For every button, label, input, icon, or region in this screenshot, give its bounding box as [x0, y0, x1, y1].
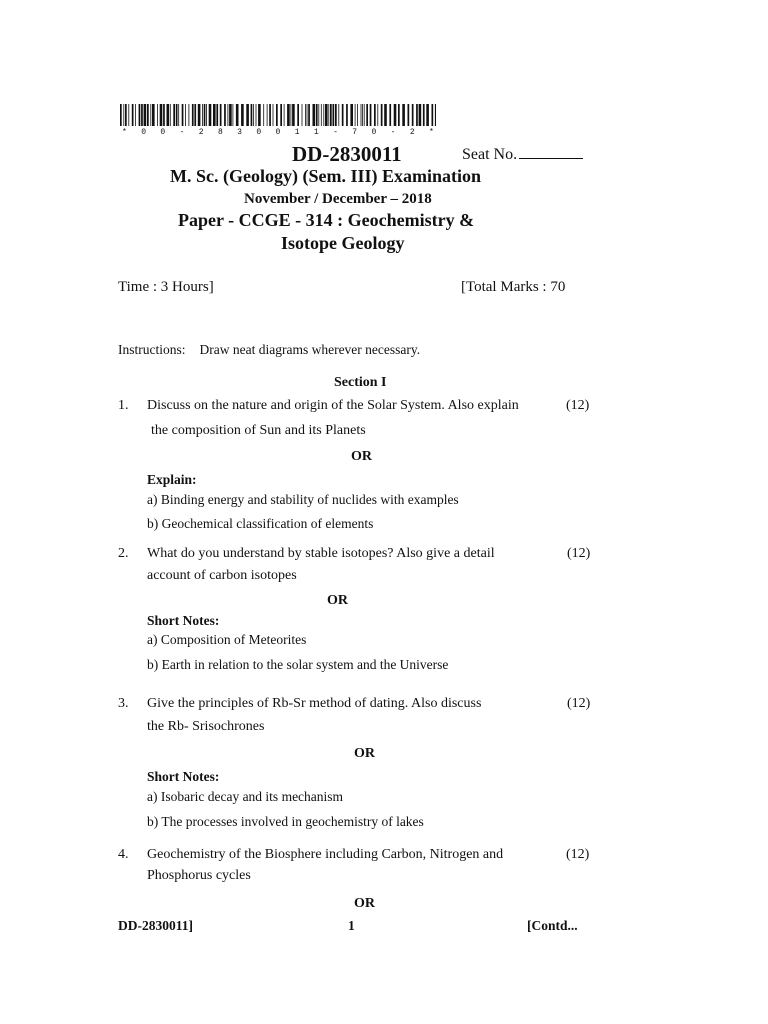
barcode-bar — [325, 104, 328, 126]
barcode-bar — [292, 104, 295, 126]
barcode-bar — [173, 104, 175, 126]
barcode-bar — [355, 104, 356, 126]
barcode-bar — [291, 104, 292, 126]
barcode-bar — [287, 104, 290, 126]
barcode-bar — [182, 104, 184, 126]
section-title: Section I — [334, 375, 387, 390]
barcode-digit: 2 — [409, 128, 415, 137]
barcode-bar — [389, 104, 391, 126]
exam-title: M. Sc. (Geology) (Sem. III) Examination — [170, 166, 481, 186]
barcode-bar — [335, 104, 337, 126]
question-4-marks: (12) — [566, 847, 590, 862]
barcode-bar — [361, 104, 362, 126]
paper-title-line-2: Isotope Geology — [281, 233, 405, 253]
barcode-bar — [170, 104, 171, 126]
paper-title-line-1: Paper - CCGE - 314 : Geochemistry & — [178, 210, 475, 230]
barcode-bar — [273, 104, 274, 126]
question-3-number: 3. — [118, 696, 129, 711]
barcode-bar — [377, 104, 378, 126]
barcode-digit: 1 — [294, 128, 300, 137]
instructions-text: Draw neat diagrams wherever necessary. — [199, 342, 421, 357]
barcode-bar — [308, 104, 310, 126]
barcode-bar — [323, 104, 324, 126]
barcode-digit: 3 — [237, 128, 242, 137]
question-4-line-2: Phosphorus cycles — [147, 868, 251, 883]
barcode-bar — [318, 104, 319, 126]
barcode-bar — [120, 104, 122, 126]
question-3-marks: (12) — [567, 696, 591, 711]
barcode-bar — [229, 104, 232, 126]
barcode-bar — [132, 104, 134, 126]
barcode-bar — [209, 104, 212, 126]
barcode-bar — [357, 104, 358, 126]
question-1-alt-a: a) Binding energy and stability of nuclides with examples — [147, 492, 459, 507]
barcode-bar — [167, 104, 170, 126]
barcode-bar — [394, 104, 397, 126]
barcode-digit: - — [333, 128, 338, 137]
barcode-bar — [280, 104, 282, 126]
barcode-digits — [122, 128, 434, 137]
barcode-bar — [125, 104, 127, 126]
barcode-bar — [419, 104, 422, 126]
barcode-bar — [364, 104, 365, 126]
barcode-bar — [307, 104, 308, 126]
barcode-bar — [141, 104, 143, 126]
barcode-bar — [267, 104, 268, 126]
barcode-bar — [233, 104, 234, 126]
barcode-bar — [236, 104, 239, 126]
barcode-bar — [350, 104, 353, 126]
question-2-number: 2. — [118, 546, 129, 561]
question-1-alt-b: b) Geochemical classification of elements — [147, 516, 374, 531]
question-3-alt-b: b) The processes involved in geochemistry of lakes — [147, 814, 424, 829]
question-1-number: 1. — [118, 398, 129, 413]
barcode-bar — [426, 104, 429, 126]
barcode-digit: - — [179, 128, 185, 137]
barcode-bar — [135, 104, 136, 126]
barcode-bar — [398, 104, 400, 126]
question-3-line-1: Give the principles of Rb-Sr method of dating. Also discuss — [147, 696, 482, 711]
page-number: 1 — [348, 918, 355, 933]
barcode-bar — [328, 104, 329, 126]
barcode-bar — [228, 104, 229, 126]
seat-label: Seat No. — [462, 146, 518, 163]
seat-number-field — [462, 146, 583, 164]
barcode-bar — [432, 104, 434, 126]
barcode-bar — [276, 104, 278, 126]
barcode-digit: * — [122, 128, 127, 137]
question-1-alt-heading: Explain: — [147, 472, 197, 487]
barcode-bar — [224, 104, 226, 126]
barcode-bar — [297, 104, 299, 126]
barcode-bar — [194, 104, 196, 126]
barcode-bar — [123, 104, 124, 126]
barcode-bar — [251, 104, 253, 126]
barcode-bar — [370, 104, 372, 126]
barcode-bar — [338, 104, 339, 126]
barcode-bar — [316, 104, 318, 126]
barcode-bar — [128, 104, 129, 126]
barcode-digit: 8 — [217, 128, 223, 137]
barcode-bar — [269, 104, 271, 126]
barcode-bar — [241, 104, 244, 126]
barcode-digit: 2 — [198, 128, 204, 137]
barcode-digit: 0 — [371, 128, 377, 137]
question-3-alt-heading: Short Notes: — [147, 769, 220, 784]
question-3-or: OR — [354, 746, 375, 761]
instructions — [118, 342, 420, 358]
barcode-bar — [384, 104, 387, 126]
barcode-bar — [346, 104, 348, 126]
question-1-or: OR — [351, 449, 372, 464]
barcode-bar — [189, 104, 190, 126]
barcode-bar — [330, 104, 332, 126]
question-4-number: 4. — [118, 847, 129, 862]
barcode-bar — [198, 104, 201, 126]
barcode-bar — [157, 104, 158, 126]
barcode-bar — [213, 104, 216, 126]
question-2-line-2: account of carbon isotopes — [147, 568, 297, 583]
continued-label: [Contd... — [527, 918, 578, 933]
barcode-bar — [163, 104, 165, 126]
barcode-bar — [402, 104, 405, 126]
question-1-marks: (12) — [566, 398, 590, 413]
question-1-line-2: the composition of Sun and its Planets — [151, 423, 366, 438]
barcode-digit: 7 — [352, 128, 358, 137]
barcode-digit: 0 — [256, 128, 262, 137]
barcode-bar — [139, 104, 141, 126]
barcode-bar — [147, 104, 149, 126]
barcode-bar — [342, 104, 344, 126]
exam-session: November / December – 2018 — [244, 191, 432, 207]
barcode-digit: 0 — [141, 128, 146, 137]
barcode-digit: * — [429, 128, 434, 137]
barcode-bar — [321, 104, 322, 126]
seat-number-blank — [519, 158, 583, 159]
barcode-bar — [256, 104, 257, 126]
question-2-line-1: What do you understand by stable isotopes? Also give a detail — [147, 546, 495, 561]
barcode-bar — [435, 104, 436, 126]
question-2-alt-heading: Short Notes: — [147, 613, 220, 628]
barcode-bar — [152, 104, 155, 126]
barcode-bar — [305, 104, 306, 126]
barcode-bar — [366, 104, 368, 126]
exam-time: Time : 3 Hours] — [118, 279, 214, 295]
barcode-bar — [412, 104, 414, 126]
barcode-bar — [313, 104, 316, 126]
barcode-bar — [176, 104, 178, 126]
barcode-bar — [144, 104, 147, 126]
barcode-bar — [253, 104, 254, 126]
barcode-bar — [408, 104, 410, 126]
barcode-bar — [333, 104, 335, 126]
barcode-bar — [204, 104, 206, 126]
barcode — [120, 104, 436, 126]
barcode-bar — [381, 104, 383, 126]
barcode-bar — [216, 104, 218, 126]
barcode-digit: 0 — [160, 128, 166, 137]
barcode-bar — [150, 104, 151, 126]
barcode-bar — [284, 104, 285, 126]
barcode-bar — [246, 104, 249, 126]
barcode-bar — [362, 104, 363, 126]
barcode-bar — [302, 104, 303, 126]
barcode-bar — [202, 104, 203, 126]
barcode-bar — [374, 104, 376, 126]
barcode-digit: 0 — [275, 128, 281, 137]
question-3-line-2: the Rb- Srisochrones — [147, 719, 265, 734]
barcode-bar — [192, 104, 194, 126]
barcode-bar — [185, 104, 186, 126]
question-3-alt-a: a) Isobaric decay and its mechanism — [147, 789, 344, 804]
footer-code: DD-2830011] — [118, 918, 193, 933]
total-marks: [Total Marks : 70 — [461, 279, 566, 295]
question-4-line-1: Geochemistry of the Biosphere including Carbon, Nitrogen and — [147, 847, 504, 862]
paper-code: DD-2830011 — [292, 142, 402, 166]
barcode-bar — [160, 104, 163, 126]
question-4-or: OR — [354, 896, 375, 911]
barcode-bar — [206, 104, 207, 126]
barcode-bar — [178, 104, 179, 126]
barcode-digit: 1 — [313, 128, 319, 137]
instructions-label: Instructions: — [118, 342, 186, 357]
barcode-bar — [258, 104, 261, 126]
barcode-bar — [423, 104, 425, 126]
question-2-alt-a: a) Composition of Meteorites — [147, 632, 307, 647]
question-2-or: OR — [327, 593, 348, 608]
question-2-marks: (12) — [567, 546, 591, 561]
barcode-digit: - — [390, 128, 396, 137]
barcode-bar — [263, 104, 264, 126]
barcode-bar — [220, 104, 222, 126]
question-2-alt-b: b) Earth in relation to the solar system and the Universe — [147, 657, 449, 672]
barcode-bar — [416, 104, 418, 126]
question-1-line-1: Discuss on the nature and origin of the Solar System. Also explain — [147, 398, 519, 413]
